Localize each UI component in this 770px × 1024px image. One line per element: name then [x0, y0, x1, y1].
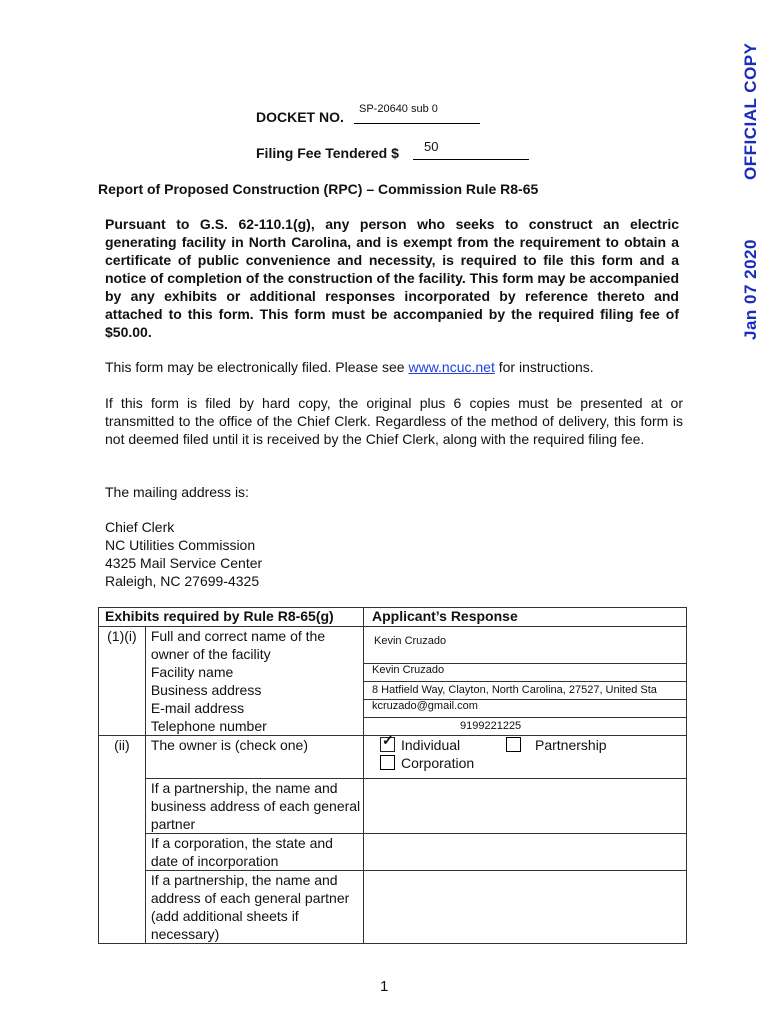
- received-date-stamp: Jan 07 2020: [741, 239, 760, 340]
- filing-fee-label: Filing Fee Tendered $: [256, 145, 399, 161]
- efile-text-before: This form may be electronically filed. Please see: [105, 359, 409, 375]
- item-number: (1)(i): [107, 628, 137, 644]
- facility-name-value: Kevin Cruzado: [372, 663, 445, 676]
- individual-option[interactable]: [380, 732, 461, 754]
- item-number-cell: [99, 736, 146, 944]
- corporation-option[interactable]: [380, 754, 474, 772]
- address-line: 4325 Mail Service Center: [105, 555, 263, 571]
- mailing-address: [105, 518, 262, 590]
- partnership-response-cell[interactable]: [364, 779, 687, 834]
- partnership-label-cell: [145, 779, 363, 834]
- email-value: kcruzado@gmail.com: [372, 699, 478, 712]
- form-title: Report of Proposed Construction (RPC) – Commission Rule R8-65: [98, 181, 539, 197]
- phone-label-cell: [145, 717, 363, 736]
- corporation-checkbox[interactable]: [380, 755, 395, 770]
- corporation-label-cell: [145, 834, 363, 871]
- owner-name-value: Kevin Cruzado: [374, 635, 447, 647]
- address-line: NC Utilities Commission: [105, 537, 256, 553]
- filing-fee-field[interactable]: [413, 139, 529, 160]
- page-number: 1: [380, 978, 389, 995]
- exhibits-header-cell: [99, 608, 364, 627]
- facility-name-cell[interactable]: [364, 663, 687, 681]
- owner-name-label: Full and correct name of the owner of the facility: [150, 628, 326, 662]
- individual-checkbox[interactable]: [380, 732, 395, 752]
- owner-name-label-cell: [145, 627, 363, 664]
- phone-cell[interactable]: [364, 717, 687, 736]
- response-header-cell: [364, 608, 687, 627]
- owner-type-label: The owner is (check one): [150, 737, 308, 753]
- item-number: (ii): [114, 737, 130, 753]
- official-copy-stamp: OFFICIAL COPY: [741, 42, 760, 180]
- ncuc-link[interactable]: www.ncuc.net: [408, 359, 495, 375]
- facility-label-cell: [145, 663, 363, 681]
- partnership-label: If a partnership, the name and business address of each general partner: [150, 780, 361, 832]
- facility-label: Facility name: [150, 664, 234, 680]
- email-label: E-mail address: [150, 700, 245, 716]
- business-address-cell[interactable]: [364, 681, 687, 699]
- partnership-row: [99, 779, 687, 834]
- response-header: Applicant’s Response: [372, 608, 518, 624]
- docket-number-value: SP-20640 sub 0: [359, 103, 438, 115]
- email-row: [99, 699, 687, 717]
- check-icon: ✓: [382, 732, 394, 748]
- exhibits-table: [98, 607, 687, 944]
- item-number-cell: [99, 627, 146, 736]
- business-address-label: Business address: [150, 682, 262, 698]
- partners-label-cell: [145, 871, 363, 944]
- email-cell[interactable]: [364, 699, 687, 717]
- owner-name-cell[interactable]: [364, 627, 687, 664]
- phone-label: Telephone number: [150, 718, 267, 734]
- individual-label: Individual: [401, 737, 461, 753]
- owner-type-row: [99, 736, 687, 779]
- partnership-option-label: Partnership: [535, 737, 607, 753]
- owner-type-cell: [364, 732, 687, 779]
- owner-type-label-cell: [145, 736, 363, 779]
- docket-label: DOCKET NO.: [256, 109, 344, 125]
- corporation-row: [99, 834, 687, 871]
- owner-name-row: [99, 627, 687, 664]
- partnership-checkbox[interactable]: [506, 737, 521, 752]
- hardcopy-paragraph: If this form is filed by hard copy, the original plus 6 copies must be presented at or transmitted to the office of the Chief Clerk. Regardless of the method of delivery, this form is not deemed filed until it is received by the Chief Clerk, along with the required filing fee.: [105, 395, 683, 447]
- business-address-value: 8 Hatfield Way, Clayton, North Carolina, 27527, United Sta: [372, 683, 657, 696]
- intro-paragraph: Pursuant to G.S. 62-110.1(g), any person who seeks to construct an electric generating facility in North Carolina, and is exempt from the requirement to obtain a certificate of public convenience and necessity, is required to file this form and a notice of completion of the construction of the facility. This form may be accompanied by any exhibits or additional responses incorporated by reference thereto and attached to this form. This form must be accompanied by the required filing fee of $50.00.: [105, 216, 679, 340]
- facility-row: [99, 663, 687, 681]
- partnership-partners-row: [99, 871, 687, 944]
- business-label-cell: [145, 681, 363, 699]
- business-address-row: [99, 681, 687, 699]
- efile-paragraph: [105, 358, 679, 376]
- phone-value: 9199221225: [460, 719, 522, 732]
- exhibits-header: Exhibits required by Rule R8-65(g): [105, 608, 334, 624]
- efile-text-after: for instructions.: [494, 359, 594, 375]
- address-line: Raleigh, NC 27699-4325: [105, 573, 260, 589]
- docket-number-field[interactable]: [354, 103, 480, 124]
- corporation-label: If a corporation, the state and date of incorporation: [150, 835, 333, 869]
- partnership-option[interactable]: [506, 736, 607, 754]
- partners-response-cell[interactable]: [364, 871, 687, 944]
- corporation-response-cell[interactable]: [364, 834, 687, 871]
- partners-label: If a partnership, the name and address of each general partner (add additional sheets if necessary): [150, 872, 350, 942]
- mailing-intro: The mailing address is:: [105, 484, 249, 500]
- address-line: Chief Clerk: [105, 519, 175, 535]
- filing-fee-value: 50: [424, 139, 439, 154]
- corporation-option-label: Corporation: [401, 755, 475, 771]
- table-header-row: [99, 608, 687, 627]
- email-label-cell: [145, 699, 363, 717]
